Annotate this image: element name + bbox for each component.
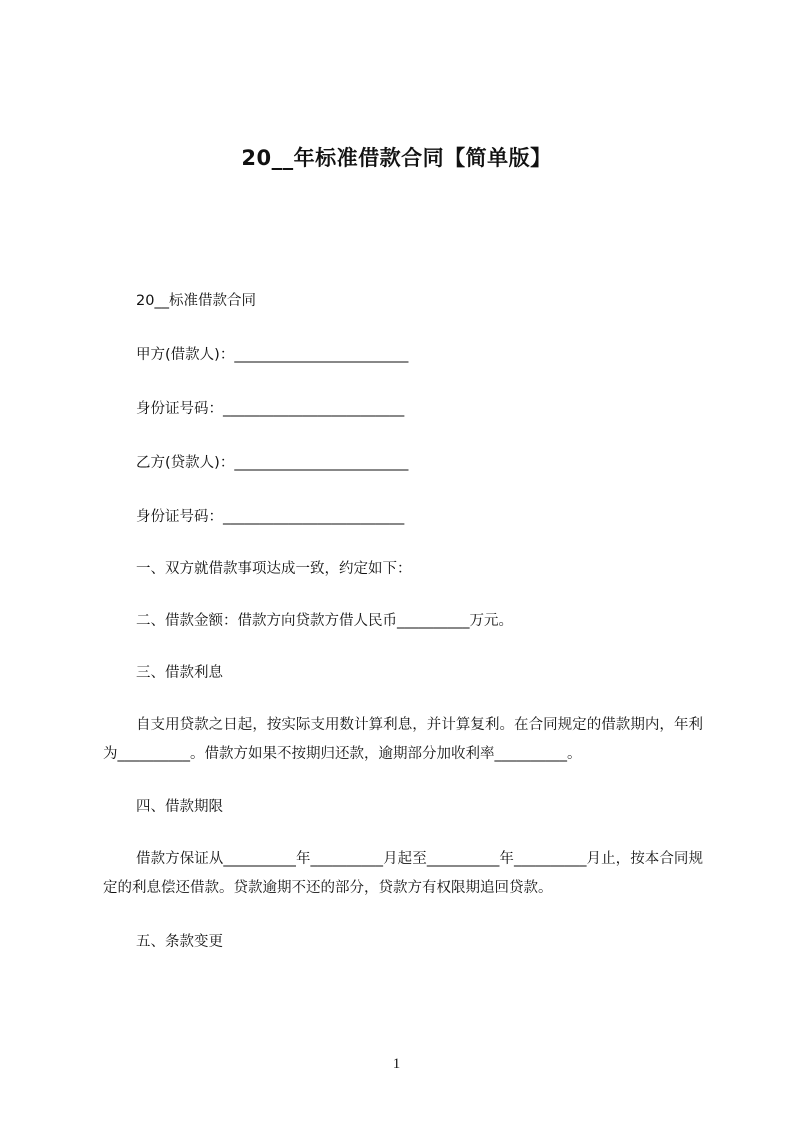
clause-1: 一、双方就借款事项达成一致，约定如下：	[136, 561, 412, 577]
party-b-id-line: 身份证号码：_________________________	[136, 509, 405, 525]
clause-5-heading: 五、条款变更	[136, 934, 223, 950]
clause-2: 二、借款金额：借款方向贷款方借人民币__________万元。	[136, 613, 513, 629]
party-a-line: 甲方(借款人)：________________________	[136, 347, 409, 363]
party-b-line: 乙方(贷款人)：________________________	[136, 455, 409, 471]
clause-4-body: 借款方保证从__________年__________月起至__________年__________月止，按本合同规定的利息偿还借款。贷款逾期不还的部分，贷款方有权限期追回贷款。	[103, 851, 703, 896]
contract-subtitle: 20__标准借款合同	[136, 293, 256, 309]
clause-3-body: 自支用贷款之日起，按实际支用数计算利息，并计算复利。在合同规定的借款期内，年利为__________。借款方如果不按期归还款，逾期部分加收利率__________。	[103, 717, 703, 762]
party-a-id-line: 身份证号码：_________________________	[136, 401, 405, 417]
clause-4-heading: 四、借款期限	[136, 799, 223, 815]
page-number: 1	[392, 1056, 401, 1072]
clause-3-heading: 三、借款利息	[136, 665, 223, 681]
document-title: 20__年标准借款合同【简单版】	[241, 146, 552, 170]
